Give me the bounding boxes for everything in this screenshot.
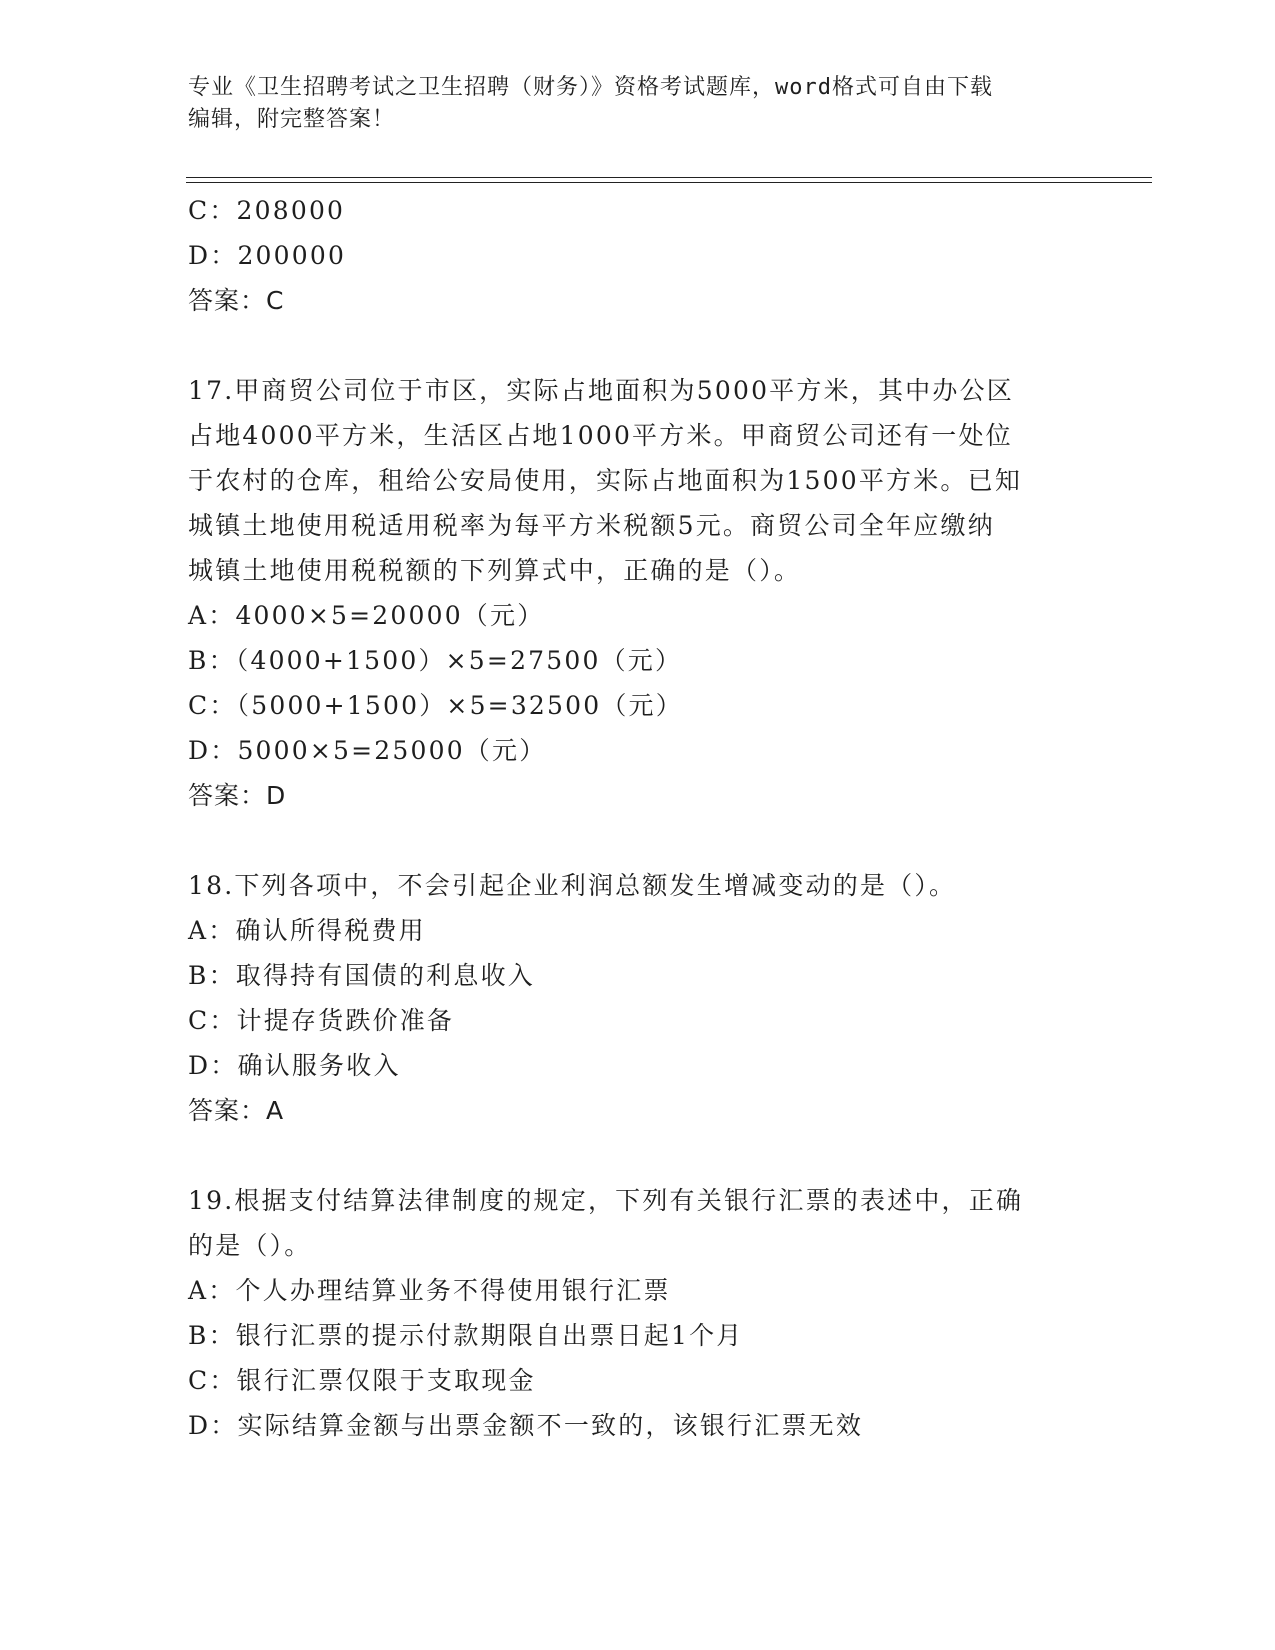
option-c: C：（5000+1500）×5=32500（元） — [188, 691, 683, 720]
spacer — [188, 323, 1088, 368]
page-header — [188, 72, 1068, 136]
question-text-line: 的是（）。 — [188, 1231, 312, 1260]
question-text-line: 19.根据支付结算法律制度的规定，下列有关银行汇票的表述中，正确 — [188, 1186, 1024, 1215]
option-a: A：个人办理结算业务不得使用银行汇票 — [188, 1276, 671, 1305]
header-line-2: 编辑，附完整答案！ — [188, 107, 396, 132]
option-c: C：银行汇票仅限于支取现金 — [188, 1366, 536, 1395]
option-a: A：确认所得税费用 — [188, 916, 426, 945]
option-b: B：取得持有国债的利息收入 — [188, 961, 535, 990]
option-b: B：银行汇票的提示付款期限自出票日起1个月 — [188, 1321, 744, 1350]
question-text-line: 17.甲商贸公司位于市区，实际占地面积为5000平方米，其中办公区 — [188, 376, 1014, 405]
answer-label: 答案：A — [188, 1096, 285, 1125]
option-d: D：确认服务收入 — [188, 1051, 401, 1080]
answer-label: 答案：C — [188, 286, 285, 315]
question-text-line: 城镇土地使用税适用税率为每平方米税额5元。商贸公司全年应缴纳 — [188, 511, 995, 540]
header-line-1: 专业《卫生招聘考试之卫生招聘（财务）》资格考试题库，word格式可自由下载 — [188, 75, 993, 100]
option-b: B：（4000+1500）×5=27500（元） — [188, 646, 683, 675]
option-a: A：4000×5=20000（元） — [188, 601, 545, 630]
header-divider-bottom — [186, 182, 1152, 183]
spacer — [188, 1133, 1088, 1178]
option-c: C：计提存货跌价准备 — [188, 1006, 455, 1035]
option-c: C：208000 — [188, 196, 346, 225]
question-17 — [188, 368, 1088, 818]
option-d: D：实际结算金额与出票金额不一致的，该银行汇票无效 — [188, 1411, 864, 1440]
question-19 — [188, 1178, 1088, 1448]
header-divider-top — [186, 177, 1152, 178]
question-text-line: 占地4000平方米，生活区占地1000平方米。甲商贸公司还有一处位 — [188, 421, 1013, 450]
option-d: D：200000 — [188, 241, 347, 270]
question-18 — [188, 863, 1088, 1133]
question-16-tail — [188, 188, 1088, 323]
question-text-line: 城镇土地使用税税额的下列算式中，正确的是（）。 — [188, 556, 802, 585]
option-d: D：5000×5=25000（元） — [188, 736, 547, 765]
question-text-line: 18.下列各项中，不会引起企业利润总额发生增减变动的是（）。 — [188, 871, 957, 900]
answer-label: 答案：D — [188, 781, 287, 810]
spacer — [188, 818, 1088, 863]
question-content — [188, 188, 1088, 1448]
question-text-line: 于农村的仓库，租给公安局使用，实际占地面积为1500平方米。已知 — [188, 466, 1023, 495]
